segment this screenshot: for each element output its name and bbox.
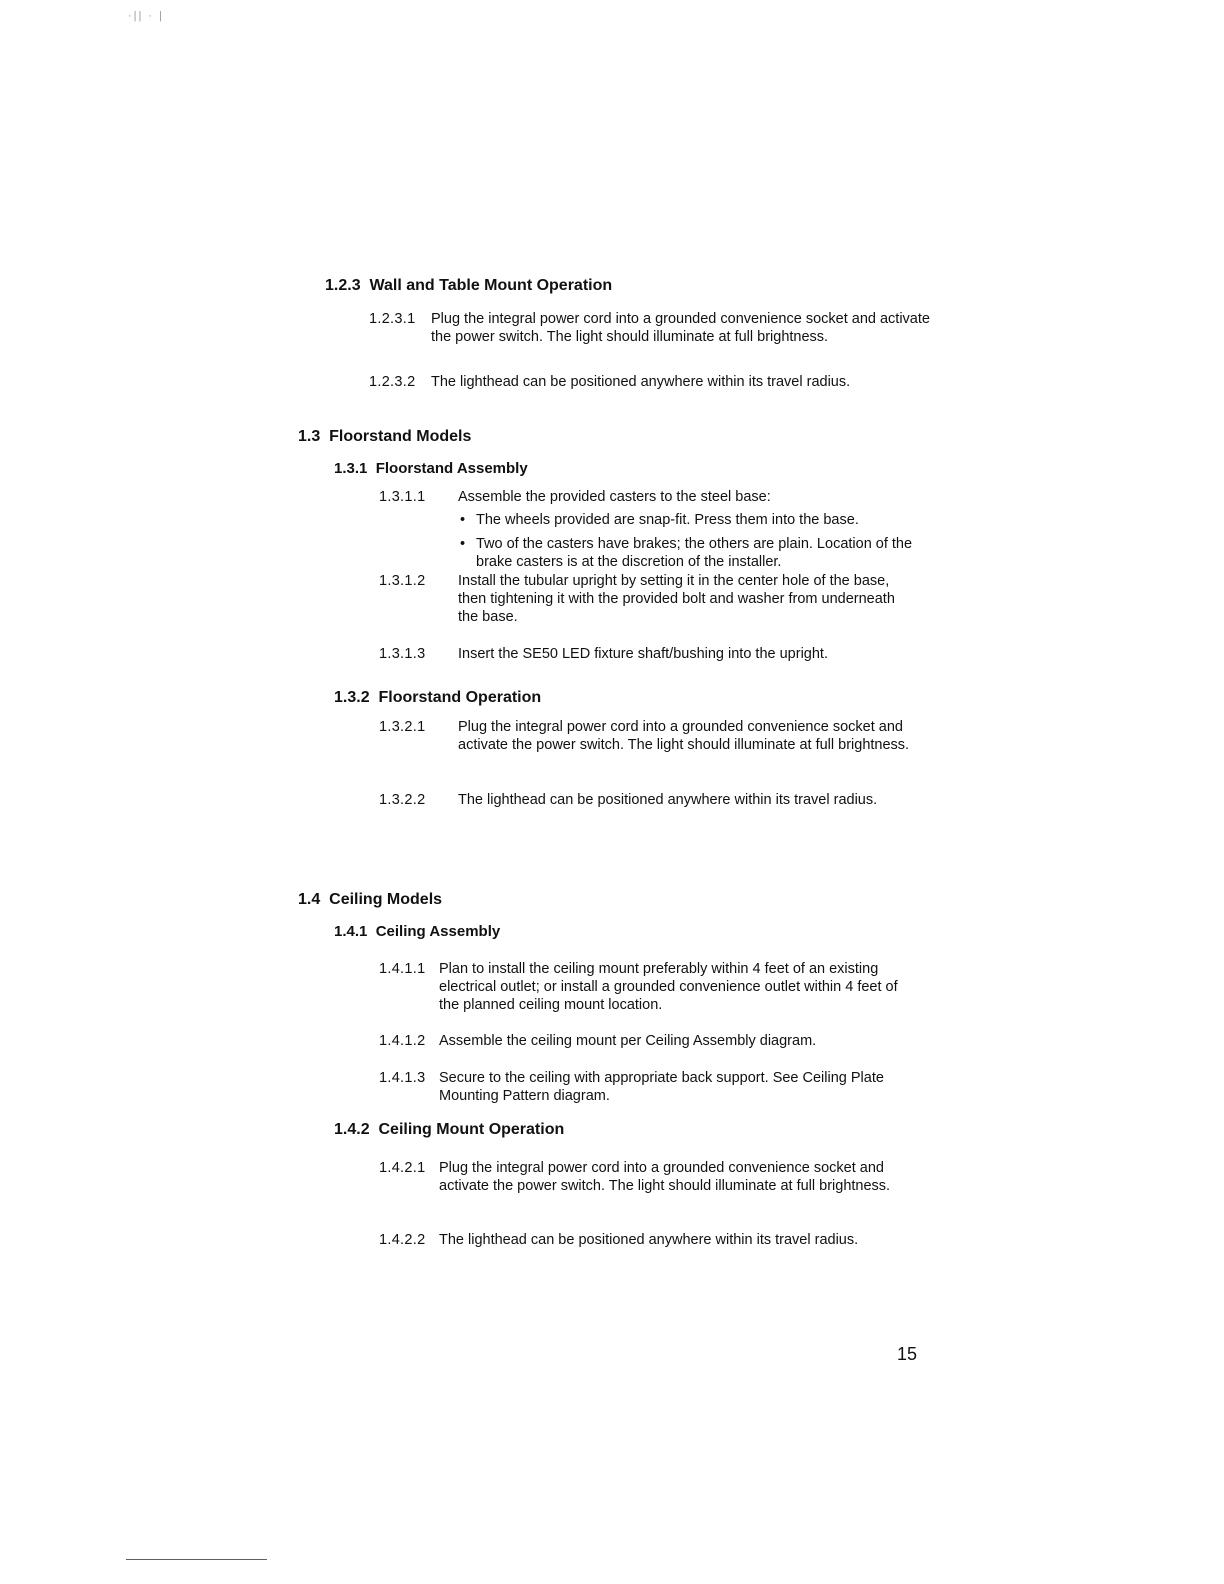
heading-1-3-1 [334, 460, 528, 477]
heading-title: Wall and Table Mount Operation [369, 277, 613, 294]
heading-1-3-2 [334, 689, 541, 707]
bullet-text: The wheels provided are snap-fit. Press them into the base. [476, 512, 859, 528]
item-text-1-3-2-2: The lighthead can be positioned anywhere within its travel radius. [458, 792, 878, 808]
item-number-1-3-2-2: 1.3.2.2 [379, 792, 426, 808]
heading-number: 1.4.1 [334, 923, 368, 940]
item-number-1-3-1-1: 1.3.1.1 [379, 489, 426, 505]
item-number-1-4-2-2: 1.4.2.2 [379, 1232, 426, 1248]
item-number-1-3-2-1: 1.3.2.1 [379, 719, 426, 735]
page-number: 15 [897, 1344, 918, 1364]
heading-title: Floorstand Operation [378, 689, 542, 706]
heading-title: Floorstand Assembly [375, 460, 528, 477]
item-number-1-4-2-1: 1.4.2.1 [379, 1160, 426, 1176]
item-number-1-4-1-2: 1.4.1.2 [379, 1033, 426, 1049]
item-number-1-2-3-1: 1.2.3.1 [369, 311, 416, 327]
item-text-1-4-2-2: The lighthead can be positioned anywhere within its travel radius. [439, 1232, 859, 1248]
heading-title: Floorstand Models [329, 428, 472, 445]
heading-1-3 [298, 428, 471, 446]
item-text-1-3-1-2: Install the tubular upright by setting it in the center hole of the base, then tightening it with the provided bolt and washer from underneath the base. [458, 573, 895, 625]
item-number-1-4-1-3: 1.4.1.3 [379, 1070, 426, 1086]
item-text-1-4-1-1: Plan to install the ceiling mount preferably within 4 feet of an existing electrical outlet; or install a grounded convenience outlet within 4 feet of the planned ceiling mount location. [439, 961, 898, 1013]
heading-number: 1.3 [298, 428, 321, 445]
item-number-1-2-3-2: 1.2.3.2 [369, 374, 416, 390]
heading-number: 1.4 [298, 891, 321, 908]
item-text-1-2-3-1: Plug the integral power cord into a grounded convenience socket and activate the power switch. The light should illuminate at full brightness. [431, 311, 930, 345]
heading-number: 1.2.3 [325, 277, 361, 294]
item-text-1-3-1-3: Insert the SE50 LED fixture shaft/bushing into the upright. [458, 646, 828, 662]
item-text-1-4-1-2: Assemble the ceiling mount per Ceiling Assembly diagram. [439, 1033, 817, 1049]
list-item [458, 535, 928, 571]
item-text-1-3-1-1: Assemble the provided casters to the steel base: [458, 489, 771, 505]
heading-number: 1.3.2 [334, 689, 370, 706]
caster-bullet-list [458, 511, 928, 577]
item-text-1-3-2-1: Plug the integral power cord into a grounded convenience socket and activate the power switch. The light should illuminate at full brightness. [458, 719, 910, 753]
footer-rule [126, 1559, 267, 1560]
item-text-1-4-1-3: Secure to the ceiling with appropriate back support. See Ceiling Plate Mounting Pattern diagram. [439, 1070, 884, 1104]
scan-artifact-marks: ·|| · | [128, 10, 165, 22]
bullet-icon: • [460, 536, 466, 552]
bullet-icon: • [460, 512, 466, 528]
heading-1-2-3 [325, 277, 612, 295]
heading-number: 1.4.2 [334, 1121, 370, 1138]
item-number-1-4-1-1: 1.4.1.1 [379, 961, 426, 977]
heading-title: Ceiling Models [329, 891, 443, 908]
heading-1-4 [298, 891, 442, 909]
item-text-1-2-3-2: The lighthead can be positioned anywhere within its travel radius. [431, 374, 851, 390]
item-number-1-3-1-3: 1.3.1.3 [379, 646, 426, 662]
heading-1-4-2 [334, 1121, 564, 1139]
bullet-text: Two of the casters have brakes; the others are plain. Location of the brake casters is at the discretion of the installer. [476, 536, 913, 570]
heading-title: Ceiling Mount Operation [378, 1121, 565, 1138]
item-text-1-4-2-1: Plug the integral power cord into a grounded convenience socket and activate the power switch. The light should illuminate at full brightness. [439, 1160, 891, 1194]
heading-title: Ceiling Assembly [375, 923, 501, 940]
heading-number: 1.3.1 [334, 460, 368, 477]
item-number-1-3-1-2: 1.3.1.2 [379, 573, 426, 589]
list-item [458, 511, 928, 529]
heading-1-4-1 [334, 923, 500, 940]
